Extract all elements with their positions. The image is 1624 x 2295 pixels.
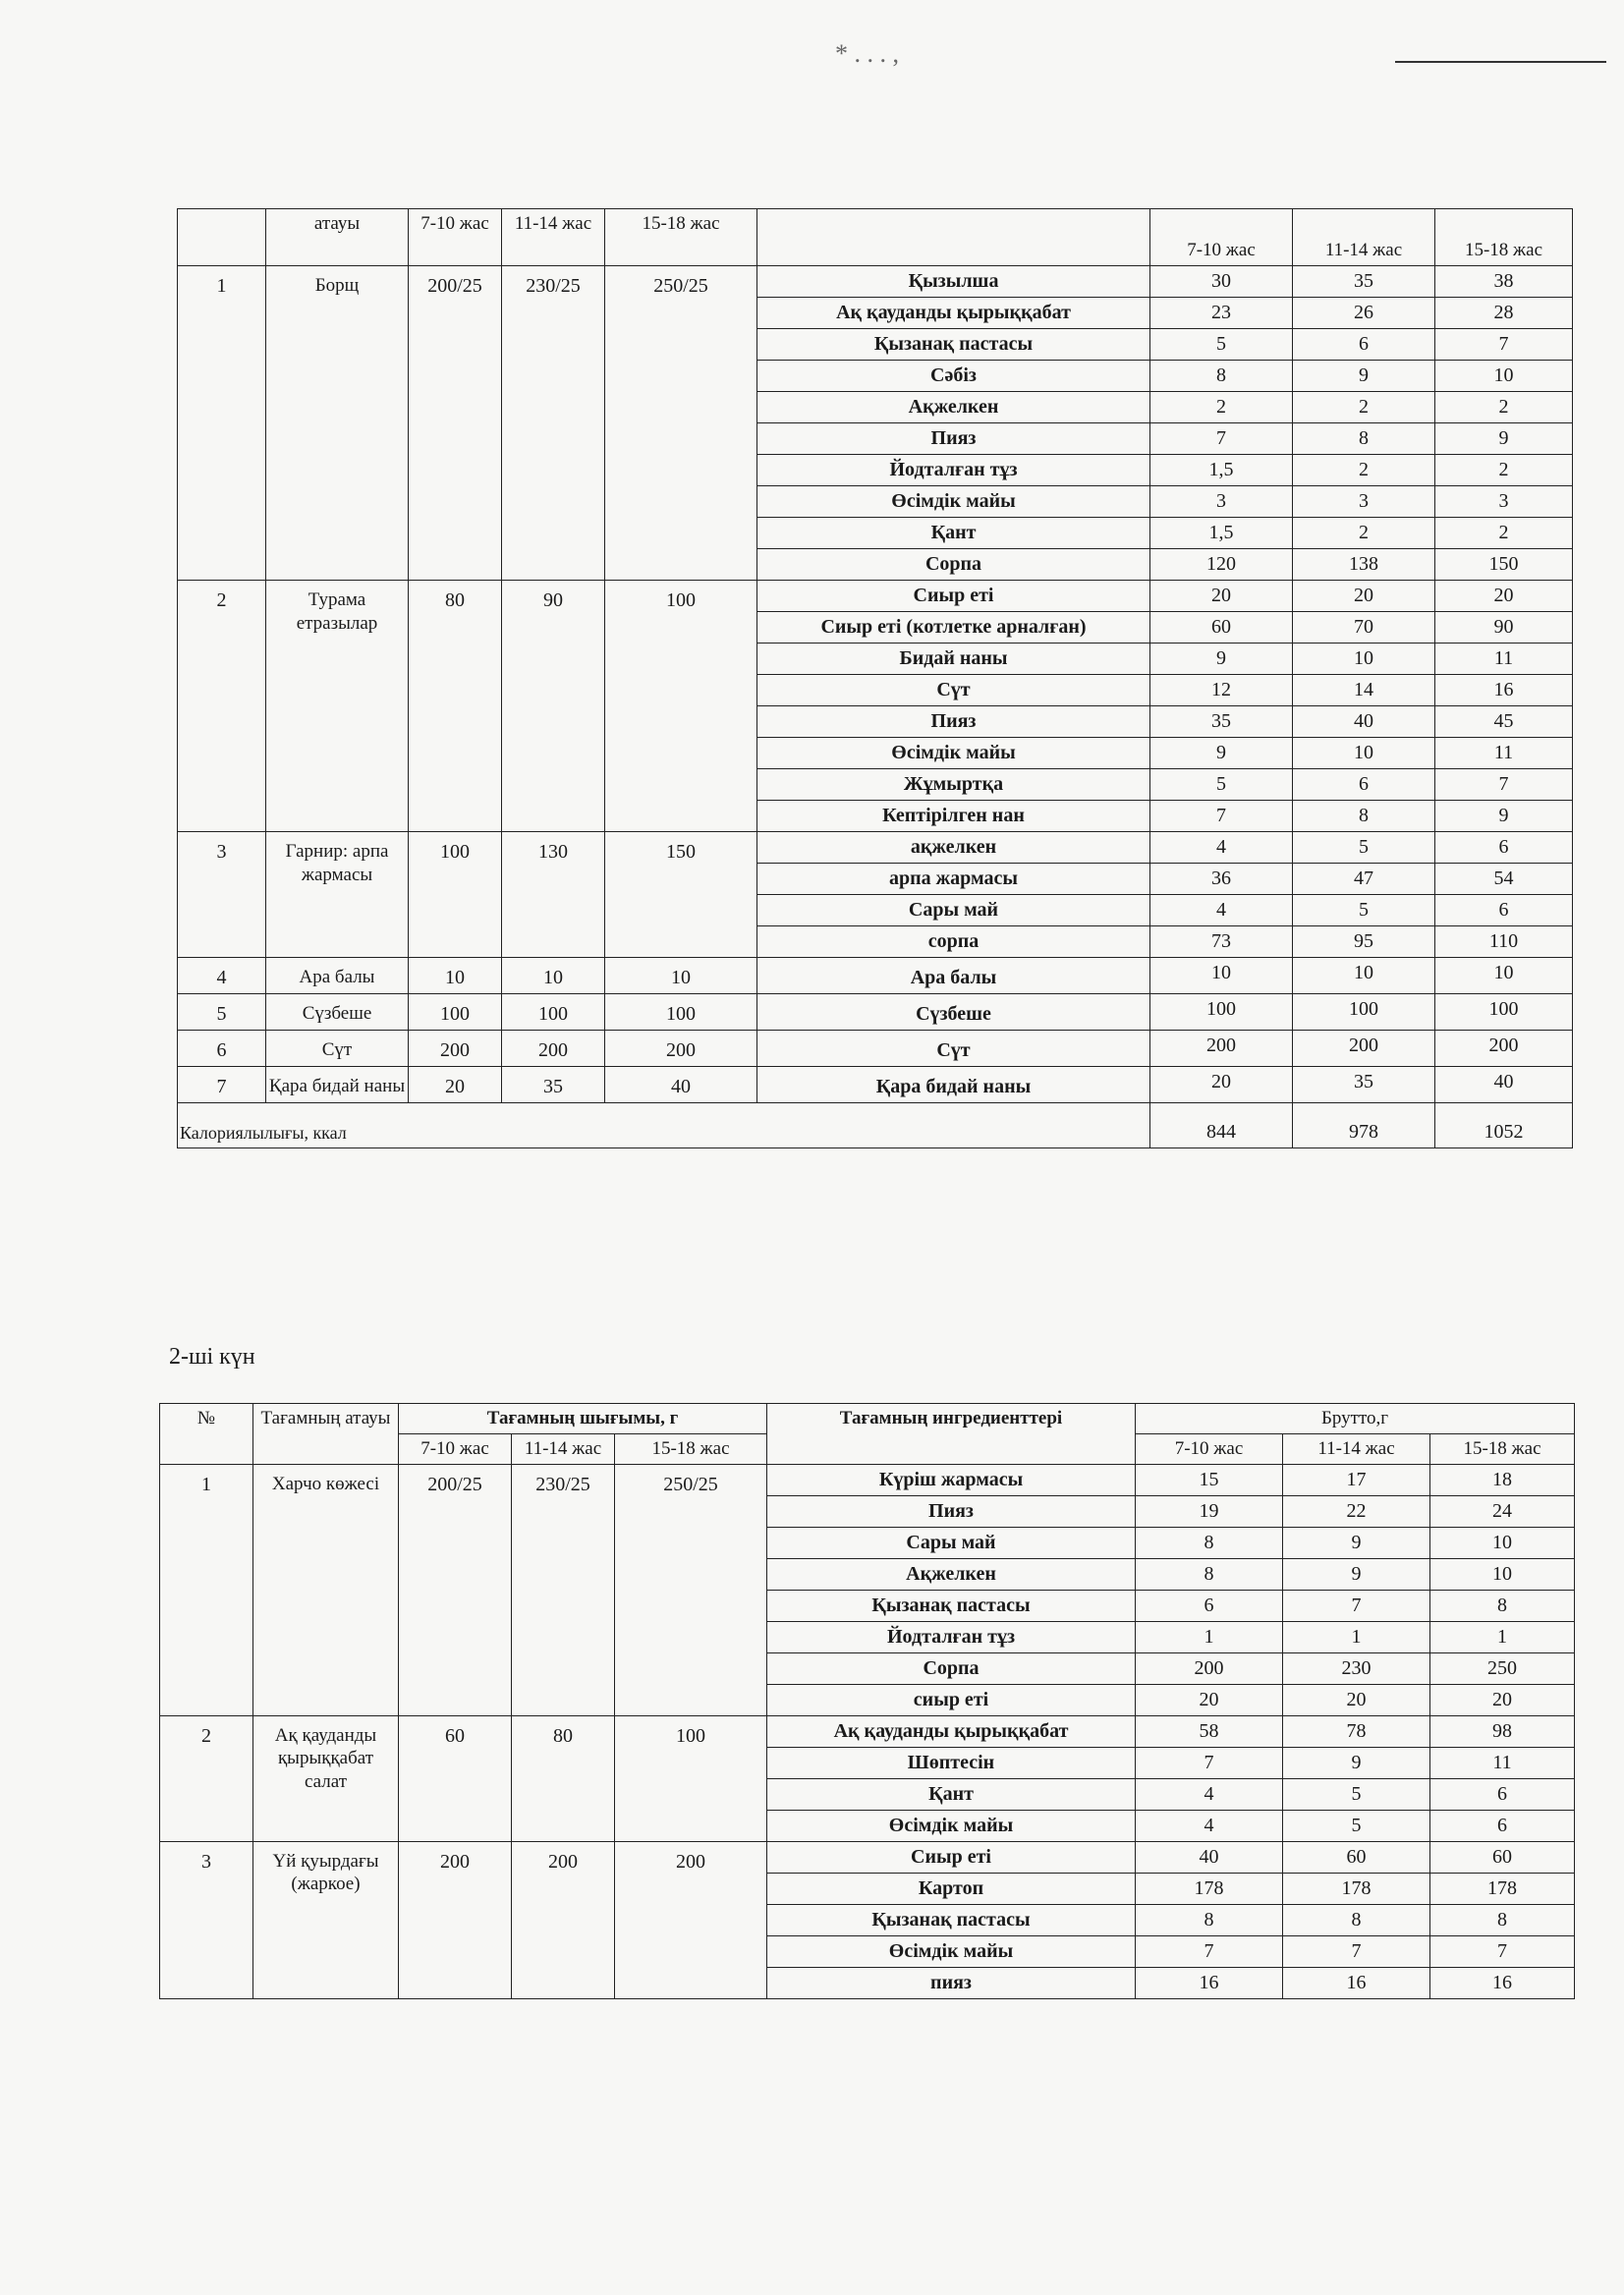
brutto-age1: 5 [1150,768,1293,800]
dish-yield-age3: 100 [605,993,757,1030]
table-row [178,957,1573,993]
dish-yield-age1: 10 [409,957,502,993]
brutto-age3: 9 [1435,800,1573,831]
brutto-age1: 8 [1150,360,1293,391]
day2-label: 2-ші күн [169,1344,255,1370]
dish-yield-age1: 100 [409,831,502,957]
brutto-age3: 20 [1430,1684,1575,1715]
brutto-age3: 9 [1435,422,1573,454]
table-row [178,265,1573,297]
ingredient-name: Сиыр еті [767,1841,1136,1873]
brutto-age1: 15 [1136,1464,1283,1495]
table-row [178,993,1573,1030]
brutto-age3: 11 [1435,737,1573,768]
brutto-age3: 98 [1430,1715,1575,1747]
header-yield-age2: 11-14 жас [502,209,605,266]
dish-name: Харчо көжесі [253,1464,399,1715]
brutto-age3: 150 [1435,548,1573,580]
brutto-age1: 1,5 [1150,517,1293,548]
brutto-age2: 14 [1293,674,1435,705]
brutto-age1: 7 [1136,1747,1283,1778]
header-brutto-title: Брутто,г [1136,1404,1575,1434]
brutto-age2: 8 [1283,1904,1430,1935]
dish-number: 2 [178,580,266,831]
brutto-age1: 58 [1136,1715,1283,1747]
brutto-age2: 60 [1283,1841,1430,1873]
brutto-age3: 54 [1435,863,1573,894]
brutto-age2: 230 [1283,1652,1430,1684]
brutto-age2: 10 [1293,737,1435,768]
dish-name: Ара балы [266,957,409,993]
brutto-age2: 1 [1283,1621,1430,1652]
dish-yield-age2: 100 [502,993,605,1030]
brutto-age3: 7 [1435,328,1573,360]
ingredient-name: Ақ қауданды қырыққабат [757,297,1150,328]
ingredient-name: Қара бидай наны [757,1066,1150,1102]
brutto-age2: 5 [1283,1810,1430,1841]
brutto-age1: 30 [1150,265,1293,297]
brutto-age2: 10 [1293,643,1435,674]
brutto-age2: 10 [1293,957,1435,993]
brutto-age1: 4 [1150,831,1293,863]
dish-name: Ақ қауданды қырыққабат салат [253,1715,399,1841]
brutto-age2: 70 [1293,611,1435,643]
dish-yield-age2: 230/25 [502,265,605,580]
brutto-age1: 7 [1150,800,1293,831]
header-yield-title: Тағамның шығымы, г [399,1404,767,1434]
ingredient-name: Шөптесін [767,1747,1136,1778]
table-row [178,831,1573,863]
dish-yield-age3: 100 [605,580,757,831]
header-brutto-age1: 7-10 жас [1136,1433,1283,1464]
brutto-age2: 2 [1293,454,1435,485]
brutto-age1: 16 [1136,1967,1283,1998]
ingredient-name: Пияз [757,705,1150,737]
brutto-age2: 138 [1293,548,1435,580]
dish-yield-age3: 250/25 [605,265,757,580]
brutto-age2: 78 [1283,1715,1430,1747]
dish-yield-age2: 230/25 [512,1464,615,1715]
ingredient-name: Қызанақ пастасы [757,328,1150,360]
ingredient-name: Сиыр еті [757,580,1150,611]
dish-yield-age3: 40 [605,1066,757,1102]
brutto-age2: 5 [1293,831,1435,863]
ingredient-name: Қант [767,1778,1136,1810]
brutto-age1: 36 [1150,863,1293,894]
ingredient-name: Йодталған тұз [767,1621,1136,1652]
brutto-age3: 20 [1435,580,1573,611]
header-dish-name: Тағамның атауы [253,1404,399,1465]
brutto-age3: 40 [1435,1066,1573,1102]
header-ingredient [757,209,1150,266]
dish-yield-age2: 35 [502,1066,605,1102]
calories-age1: 844 [1150,1102,1293,1148]
ingredient-name: Қант [757,517,1150,548]
brutto-age1: 23 [1150,297,1293,328]
ingredient-name: Сүзбеше [757,993,1150,1030]
brutto-age2: 9 [1293,360,1435,391]
brutto-age1: 7 [1150,422,1293,454]
table1-body [178,265,1573,1148]
dish-yield-age3: 100 [615,1715,767,1841]
dish-name: Гарнир: арпа жармасы [266,831,409,957]
ingredient-name: Ара балы [757,957,1150,993]
dish-yield-age1: 100 [409,993,502,1030]
calories-label: Калориялылығы, ккал [178,1102,1150,1148]
brutto-age3: 6 [1430,1778,1575,1810]
dish-name: Үй қуырдағы (жаркое) [253,1841,399,1998]
brutto-age3: 250 [1430,1652,1575,1684]
dish-yield-age1: 200 [409,1030,502,1066]
brutto-age1: 35 [1150,705,1293,737]
brutto-age2: 2 [1293,391,1435,422]
header-num [178,209,266,266]
ingredient-name: Сары май [767,1527,1136,1558]
brutto-age1: 5 [1150,328,1293,360]
header-yield-age1: 7-10 жас [409,209,502,266]
brutto-age3: 6 [1430,1810,1575,1841]
header-brutto-age2: 11-14 жас [1283,1433,1430,1464]
brutto-age3: 16 [1435,674,1573,705]
ingredient-name: Пияз [757,422,1150,454]
brutto-age3: 8 [1430,1590,1575,1621]
brutto-age3: 60 [1430,1841,1575,1873]
calories-age3: 1052 [1435,1102,1573,1148]
header-yield-age3: 15-18 жас [615,1433,767,1464]
table2-body [160,1464,1575,1998]
ingredient-name: пияз [767,1967,1136,1998]
dish-yield-age2: 10 [502,957,605,993]
brutto-age3: 90 [1435,611,1573,643]
brutto-age3: 3 [1435,485,1573,517]
brutto-age1: 4 [1136,1778,1283,1810]
dish-number: 1 [178,265,266,580]
brutto-age2: 17 [1283,1464,1430,1495]
brutto-age1: 1 [1136,1621,1283,1652]
brutto-age3: 178 [1430,1873,1575,1904]
brutto-age3: 6 [1435,831,1573,863]
header-dish-name: атауы [266,209,409,266]
brutto-age1: 40 [1136,1841,1283,1873]
dish-yield-age2: 80 [512,1715,615,1841]
brutto-age3: 7 [1435,768,1573,800]
brutto-age2: 6 [1293,328,1435,360]
ingredient-name: сорпа [757,925,1150,957]
calories-row [178,1102,1573,1148]
brutto-age2: 5 [1293,894,1435,925]
header-brutto-age3: 15-18 жас [1435,209,1573,266]
ingredient-name: Кептірілген нан [757,800,1150,831]
dish-yield-age1: 200/25 [399,1464,512,1715]
brutto-age1: 12 [1150,674,1293,705]
brutto-age3: 100 [1435,993,1573,1030]
header-ingredients-title: Тағамның ингредиенттері [767,1404,1136,1465]
brutto-age3: 1 [1430,1621,1575,1652]
brutto-age1: 9 [1150,643,1293,674]
brutto-age1: 8 [1136,1904,1283,1935]
dish-number: 4 [178,957,266,993]
dish-yield-age2: 90 [502,580,605,831]
brutto-age1: 20 [1150,1066,1293,1102]
brutto-age3: 10 [1430,1527,1575,1558]
brutto-age2: 26 [1293,297,1435,328]
header-yield-age1: 7-10 жас [399,1433,512,1464]
table-row [160,1841,1575,1873]
brutto-age3: 7 [1430,1935,1575,1967]
brutto-age1: 60 [1150,611,1293,643]
brutto-age1: 200 [1136,1652,1283,1684]
dish-yield-age1: 60 [399,1715,512,1841]
ingredient-name: Сәбіз [757,360,1150,391]
dish-yield-age3: 150 [605,831,757,957]
ingredient-name: Ақжелкен [767,1558,1136,1590]
brutto-age2: 20 [1283,1684,1430,1715]
brutto-age2: 6 [1293,768,1435,800]
brutto-age3: 24 [1430,1495,1575,1527]
dish-number: 5 [178,993,266,1030]
brutto-age1: 4 [1136,1810,1283,1841]
brutto-age1: 20 [1150,580,1293,611]
brutto-age1: 178 [1136,1873,1283,1904]
menu-table-day1 [177,208,1573,1148]
dish-name: Қара бидай наны [266,1066,409,1102]
calories-age2: 978 [1293,1102,1435,1148]
dish-yield-age3: 250/25 [615,1464,767,1715]
brutto-age3: 6 [1435,894,1573,925]
brutto-age2: 47 [1293,863,1435,894]
brutto-age3: 28 [1435,297,1573,328]
ingredient-name: Өсімдік майы [757,485,1150,517]
brutto-age1: 10 [1150,957,1293,993]
brutto-age3: 10 [1435,957,1573,993]
dish-yield-age1: 80 [409,580,502,831]
brutto-age3: 110 [1435,925,1573,957]
dish-yield-age2: 200 [502,1030,605,1066]
ingredient-name: Сиыр еті (котлетке арналған) [757,611,1150,643]
brutto-age2: 20 [1293,580,1435,611]
brutto-age3: 10 [1430,1558,1575,1590]
brutto-age2: 3 [1293,485,1435,517]
brutto-age2: 8 [1293,800,1435,831]
ingredient-name: Сорпа [757,548,1150,580]
brutto-age1: 20 [1136,1684,1283,1715]
ingredient-name: Картоп [767,1873,1136,1904]
dish-number: 2 [160,1715,253,1841]
ingredient-name: Жұмыртқа [757,768,1150,800]
brutto-age3: 2 [1435,517,1573,548]
table-row [160,1464,1575,1495]
dish-number: 1 [160,1464,253,1715]
dish-number: 6 [178,1030,266,1066]
ingredient-name: Қызанақ пастасы [767,1904,1136,1935]
dish-yield-age1: 200 [399,1841,512,1998]
brutto-age2: 40 [1293,705,1435,737]
dish-name: Турама етразылар [266,580,409,831]
brutto-age3: 11 [1430,1747,1575,1778]
brutto-age2: 35 [1293,1066,1435,1102]
dish-yield-age2: 200 [512,1841,615,1998]
header-yield-age3: 15-18 жас [605,209,757,266]
dish-name: Сүт [266,1030,409,1066]
dish-number: 3 [178,831,266,957]
scan-line-top-right [1395,61,1606,63]
brutto-age2: 95 [1293,925,1435,957]
brutto-age2: 7 [1283,1935,1430,1967]
brutto-age1: 73 [1150,925,1293,957]
brutto-age2: 178 [1283,1873,1430,1904]
brutto-age2: 2 [1293,517,1435,548]
table-row [178,580,1573,611]
ingredient-name: Өсімдік майы [767,1810,1136,1841]
brutto-age3: 2 [1435,454,1573,485]
header-yield-age2: 11-14 жас [512,1433,615,1464]
brutto-age2: 35 [1293,265,1435,297]
dish-number: 7 [178,1066,266,1102]
brutto-age1: 200 [1150,1030,1293,1066]
brutto-age2: 8 [1293,422,1435,454]
ingredient-name: Өсімдік майы [757,737,1150,768]
header-brutto-age3: 15-18 жас [1430,1433,1575,1464]
brutto-age3: 16 [1430,1967,1575,1998]
ingredient-name: Сүт [757,674,1150,705]
brutto-age1: 120 [1150,548,1293,580]
ingredient-name: Ақ қауданды қырыққабат [767,1715,1136,1747]
brutto-age2: 100 [1293,993,1435,1030]
dish-yield-age3: 200 [605,1030,757,1066]
table-row [178,1030,1573,1066]
ingredient-name: Йодталған тұз [757,454,1150,485]
table-row [178,1066,1573,1102]
dish-name: Сүзбеше [266,993,409,1030]
brutto-age2: 9 [1283,1527,1430,1558]
table1-header-row [178,209,1573,266]
brutto-age2: 5 [1283,1778,1430,1810]
menu-table-day2 [159,1403,1575,1999]
dish-number: 3 [160,1841,253,1998]
brutto-age2: 16 [1283,1967,1430,1998]
brutto-age1: 100 [1150,993,1293,1030]
dish-name: Борщ [266,265,409,580]
brutto-age3: 200 [1435,1030,1573,1066]
brutto-age3: 18 [1430,1464,1575,1495]
brutto-age3: 38 [1435,265,1573,297]
brutto-age1: 7 [1136,1935,1283,1967]
ingredient-name: Сары май [757,894,1150,925]
ingredient-name: Қызанақ пастасы [767,1590,1136,1621]
ingredient-name: сиыр еті [767,1684,1136,1715]
brutto-age1: 2 [1150,391,1293,422]
ingredient-name: Сорпа [767,1652,1136,1684]
scan-header-marks: * . . . , [835,39,899,68]
ingredient-name: ақжелкен [757,831,1150,863]
brutto-age1: 6 [1136,1590,1283,1621]
dish-yield-age1: 200/25 [409,265,502,580]
table-row [160,1715,1575,1747]
brutto-age1: 8 [1136,1558,1283,1590]
brutto-age3: 11 [1435,643,1573,674]
ingredient-name: Бидай наны [757,643,1150,674]
brutto-age2: 9 [1283,1558,1430,1590]
brutto-age3: 10 [1435,360,1573,391]
brutto-age3: 8 [1430,1904,1575,1935]
brutto-age1: 3 [1150,485,1293,517]
header-brutto-age2: 11-14 жас [1293,209,1435,266]
brutto-age2: 22 [1283,1495,1430,1527]
dish-yield-age1: 20 [409,1066,502,1102]
brutto-age2: 200 [1293,1030,1435,1066]
brutto-age2: 7 [1283,1590,1430,1621]
header-brutto-age1: 7-10 жас [1150,209,1293,266]
ingredient-name: Ақжелкен [757,391,1150,422]
brutto-age2: 9 [1283,1747,1430,1778]
dish-yield-age3: 200 [615,1841,767,1998]
brutto-age1: 4 [1150,894,1293,925]
table2-header-row1 [160,1404,1575,1434]
brutto-age1: 8 [1136,1527,1283,1558]
ingredient-name: Қызылша [757,265,1150,297]
brutto-age1: 19 [1136,1495,1283,1527]
ingredient-name: арпа жармасы [757,863,1150,894]
brutto-age1: 1,5 [1150,454,1293,485]
brutto-age3: 2 [1435,391,1573,422]
ingredient-name: Күріш жармасы [767,1464,1136,1495]
dish-yield-age2: 130 [502,831,605,957]
brutto-age1: 9 [1150,737,1293,768]
ingredient-name: Сүт [757,1030,1150,1066]
brutto-age3: 45 [1435,705,1573,737]
ingredient-name: Өсімдік майы [767,1935,1136,1967]
ingredient-name: Пияз [767,1495,1136,1527]
header-num: № [160,1404,253,1465]
dish-yield-age3: 10 [605,957,757,993]
